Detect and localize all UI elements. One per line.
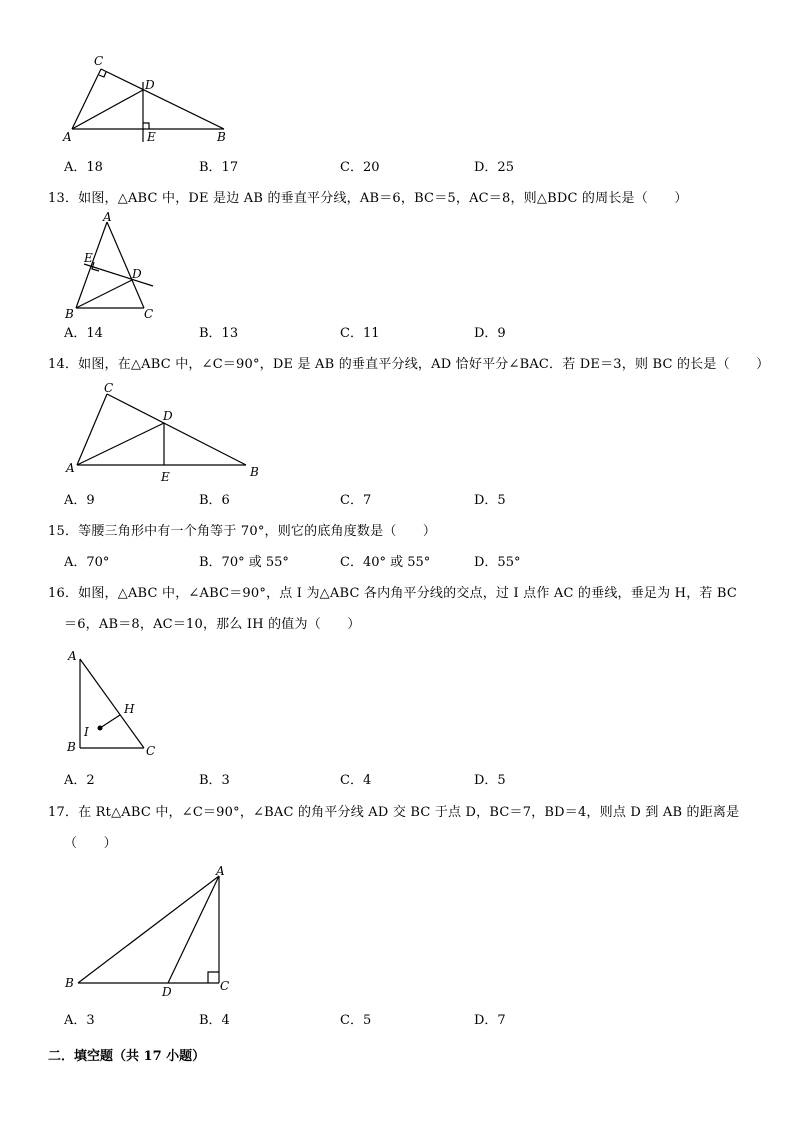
q16-label-i: I (84, 725, 89, 739)
q12-label-a: A (63, 130, 72, 144)
q13-option-c[interactable]: C．11 (340, 326, 380, 341)
q16-label-a: A (68, 649, 77, 663)
q13-side-ac (107, 222, 144, 308)
q17-segment-ad (168, 876, 219, 983)
q15-option-d[interactable]: D．55° (474, 555, 521, 570)
q12-right-angle-e (143, 123, 149, 129)
q12-label-c: C (94, 54, 104, 68)
q12-option-d[interactable]: D．25 (474, 160, 514, 175)
q14-option-d[interactable]: D．5 (474, 493, 506, 508)
q16-option-d[interactable]: D．5 (474, 773, 506, 788)
q12-side-cb (101, 69, 224, 129)
q17-text-line1: 17．在 Rt△ABC 中，∠C＝90°，∠BAC 的角平分线 AD 交 BC 于点 D，BC＝7，BD＝4，则点 D 到 AB 的距离是 (48, 805, 740, 820)
q14-option-b[interactable]: B．6 (199, 493, 230, 508)
q13-right-angle-e (92, 262, 99, 271)
q17-label-b: B (65, 976, 74, 990)
q12-option-c[interactable]: C．20 (340, 160, 380, 175)
q12-figure (60, 52, 240, 147)
q16-label-h: H (124, 702, 135, 716)
q12-label-e: E (147, 130, 156, 144)
q17-option-d[interactable]: D．7 (474, 1013, 506, 1028)
q13-perp-bisector (84, 264, 153, 286)
q15-option-a[interactable]: A．70° (64, 555, 110, 570)
q13-text: 13．如图，△ABC 中，DE 是边 AB 的垂直平分线，AB＝6，BC＝5，AC＝8，则△BDC 的周长是（ ） (48, 191, 688, 206)
q13-option-a[interactable]: A．14 (64, 326, 103, 341)
q12-right-angle-c (99, 72, 106, 77)
q16-label-b: B (67, 740, 76, 754)
q14-label-c: C (104, 381, 114, 395)
q13-label-e: E (84, 251, 93, 265)
q17-option-a[interactable]: A．3 (64, 1013, 95, 1028)
q16-option-a[interactable]: A．2 (64, 773, 95, 788)
q16-segment-ih (100, 715, 120, 728)
section-heading-fill-in: 二．填空题（共 17 小题） (48, 1049, 206, 1064)
q14-figure (60, 378, 270, 486)
q13-option-b[interactable]: B．13 (199, 326, 239, 341)
q12-segment-ad (72, 90, 143, 129)
q14-label-b: B (250, 465, 259, 479)
q14-segment-ad (77, 423, 164, 465)
q17-label-c: C (220, 979, 230, 993)
q16-option-b[interactable]: B．3 (199, 773, 230, 788)
q17-option-b[interactable]: B．4 (199, 1013, 230, 1028)
q12-option-a[interactable]: A．18 (64, 160, 103, 175)
q14-side-cb (107, 394, 246, 465)
q16-point-i (98, 726, 103, 731)
q16-text-line2: ＝6，AB＝8，AC＝10，那么 IH 的值为（ ） (64, 617, 361, 632)
q14-option-c[interactable]: C．7 (340, 493, 372, 508)
q17-text-line2: （ ） (64, 836, 117, 851)
q16-figure (60, 645, 170, 763)
q17-label-d: D (162, 985, 172, 999)
q12-label-d: D (145, 78, 155, 92)
q13-label-d: D (132, 267, 142, 281)
q16-label-c: C (146, 744, 156, 758)
q15-option-b[interactable]: B．70° 或 55° (199, 555, 289, 570)
q12-label-b: B (217, 130, 226, 144)
q13-label-c: C (144, 307, 154, 321)
q13-label-b: B (65, 307, 74, 321)
q13-figure (60, 212, 170, 322)
q15-option-c[interactable]: C．40° 或 55° (340, 555, 431, 570)
q14-label-d: D (163, 409, 173, 423)
q14-label-e: E (161, 470, 170, 484)
q14-option-a[interactable]: A．9 (64, 493, 95, 508)
q12-side-ac (72, 69, 101, 129)
q16-option-c[interactable]: C．4 (340, 773, 372, 788)
q14-side-ac (77, 394, 107, 465)
q17-option-c[interactable]: C．5 (340, 1013, 372, 1028)
q15-text: 15．等腰三角形中有一个角等于 70°，则它的底角度数是（ ） (48, 524, 437, 539)
q13-label-a: A (103, 210, 112, 224)
q17-figure (60, 862, 250, 1000)
q14-text: 14．如图，在△ABC 中，∠C＝90°，DE 是 AB 的垂直平分线，AD 恰好平分∠BAC．若 DE＝3，则 BC 的长是（ ） (48, 357, 770, 372)
q16-text-line1: 16．如图，△ABC 中，∠ABC＝90°，点 I 为△ABC 各内角平分线的交点，过 I 点作 AC 的垂线，垂足为 H，若 BC (48, 586, 738, 601)
q13-option-d[interactable]: D．9 (474, 326, 506, 341)
q14-label-a: A (66, 461, 75, 475)
q17-label-a: A (216, 864, 225, 878)
q17-side-ab (78, 876, 219, 983)
q17-right-angle-c (208, 972, 219, 983)
q12-option-b[interactable]: B．17 (199, 160, 239, 175)
